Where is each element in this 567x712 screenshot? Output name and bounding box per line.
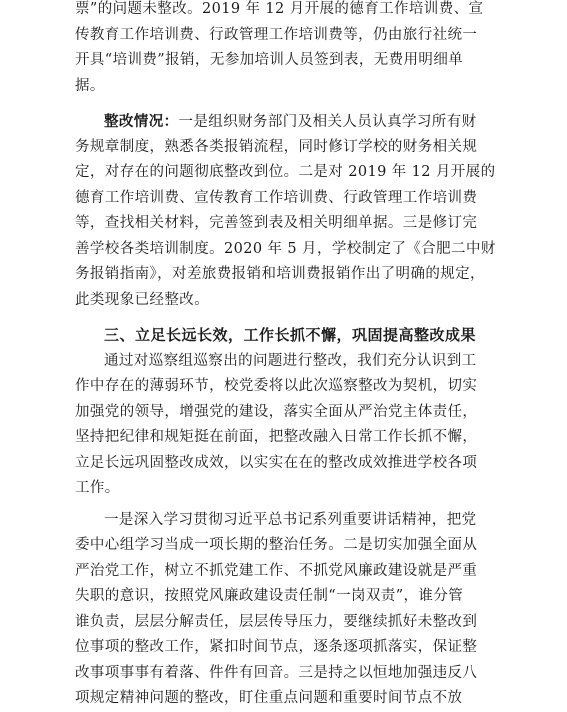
text-line: 位事项的整改工作，紧扣时间节点，逐条逐项抓落实，保证整	[75, 639, 478, 655]
section-heading: 三、立足长远长效，工作长抓不懈，巩固提高整改成果	[104, 326, 477, 344]
text-line: 传教育工作培训费、行政管理工作培训费等，仍由旅行社统一	[75, 26, 478, 43]
text-line	[75, 109, 495, 135]
text-line: 务规章制度，熟悉各类报销流程，同时修订学校的财务相关规	[75, 138, 478, 155]
text-line: 德育工作培训费、宣传教育工作培训费、行政管理工作培训费	[75, 189, 478, 206]
text-line: 票”的问题未整改。2019 年 12 月开展的德育工作培训费、宣	[75, 1, 484, 17]
text-line: 立足长远巩固整改成效，以实实在在的整改成效推进学校各项	[75, 454, 478, 471]
text-line: 项规定精神问题的整改，盯住重点问题和重要时间节点不放	[75, 690, 463, 706]
document-page	[75, 0, 495, 712]
rectification-text: 一是组织财务部门及相关人员认真学习所有财	[178, 114, 477, 130]
text-line: 通过对巡察组巡察出的问题进行整改，我们充分认识到工	[104, 352, 477, 369]
paragraph-gap	[75, 99, 495, 109]
text-line: 工作。	[75, 480, 120, 496]
text-line: 等，查找相关材料，完善签到表及相关明细单据。三是修订完	[75, 215, 478, 231]
text-line: 定，对存在的问题彻底整改到位。二是对 2019 年 12 月开展的	[75, 164, 496, 180]
text-line: 此类现象已经整改。	[75, 291, 210, 308]
text-line: 坚持把纪律和规矩挺在前面，把整改融入日常工作长抓不懈，	[75, 429, 478, 445]
text-line: 开具“培训费”报销，无参加培训人员签到表，无费用明细单	[75, 52, 464, 68]
text-line: 改事项事事有着落、件件有回音。三是持之以恒地加强违反八	[75, 664, 478, 681]
text-line: 务报销指南》，对差旅费报销和培训费报销作出了明确的规定，	[75, 266, 485, 282]
paragraph-problem-continuation	[75, 0, 495, 99]
text-line: 一是深入学习贯彻习近平总书记系列重要讲话精神，把党	[104, 511, 477, 528]
paragraph-rectification-status	[75, 109, 495, 313]
text-line: 谁负责，层层分解责任，层层传导压力，要继续抓好未整改到	[75, 613, 478, 630]
text-line: 委中心组学习当成一项长期的整治任务。二是切实加强全面从	[75, 537, 478, 553]
rectification-label: 整改情况：	[104, 113, 179, 130]
text-line: 加强党的领导，增强党的建设，落实全面从严治党主体责任，	[75, 403, 478, 420]
text-line: 严治党工作，树立不抓党建工作、不抓党风廉政建设就是严重	[75, 562, 478, 579]
text-line: 作中存在的薄弱环节，校党委将以此次巡察整改为契机，切实	[75, 378, 478, 394]
text-line: 失职的意识，按照党风廉政建设责任制“一岗双责”，谁分管	[75, 588, 464, 604]
text-line: 善学校各类培训制度。2020 年 5 月，学校制定了《合肥二中财	[75, 240, 496, 257]
paragraph-summary	[75, 349, 495, 502]
text-line: 据。	[75, 77, 105, 94]
paragraph-measures	[75, 508, 495, 712]
paragraph-gap	[75, 313, 495, 323]
